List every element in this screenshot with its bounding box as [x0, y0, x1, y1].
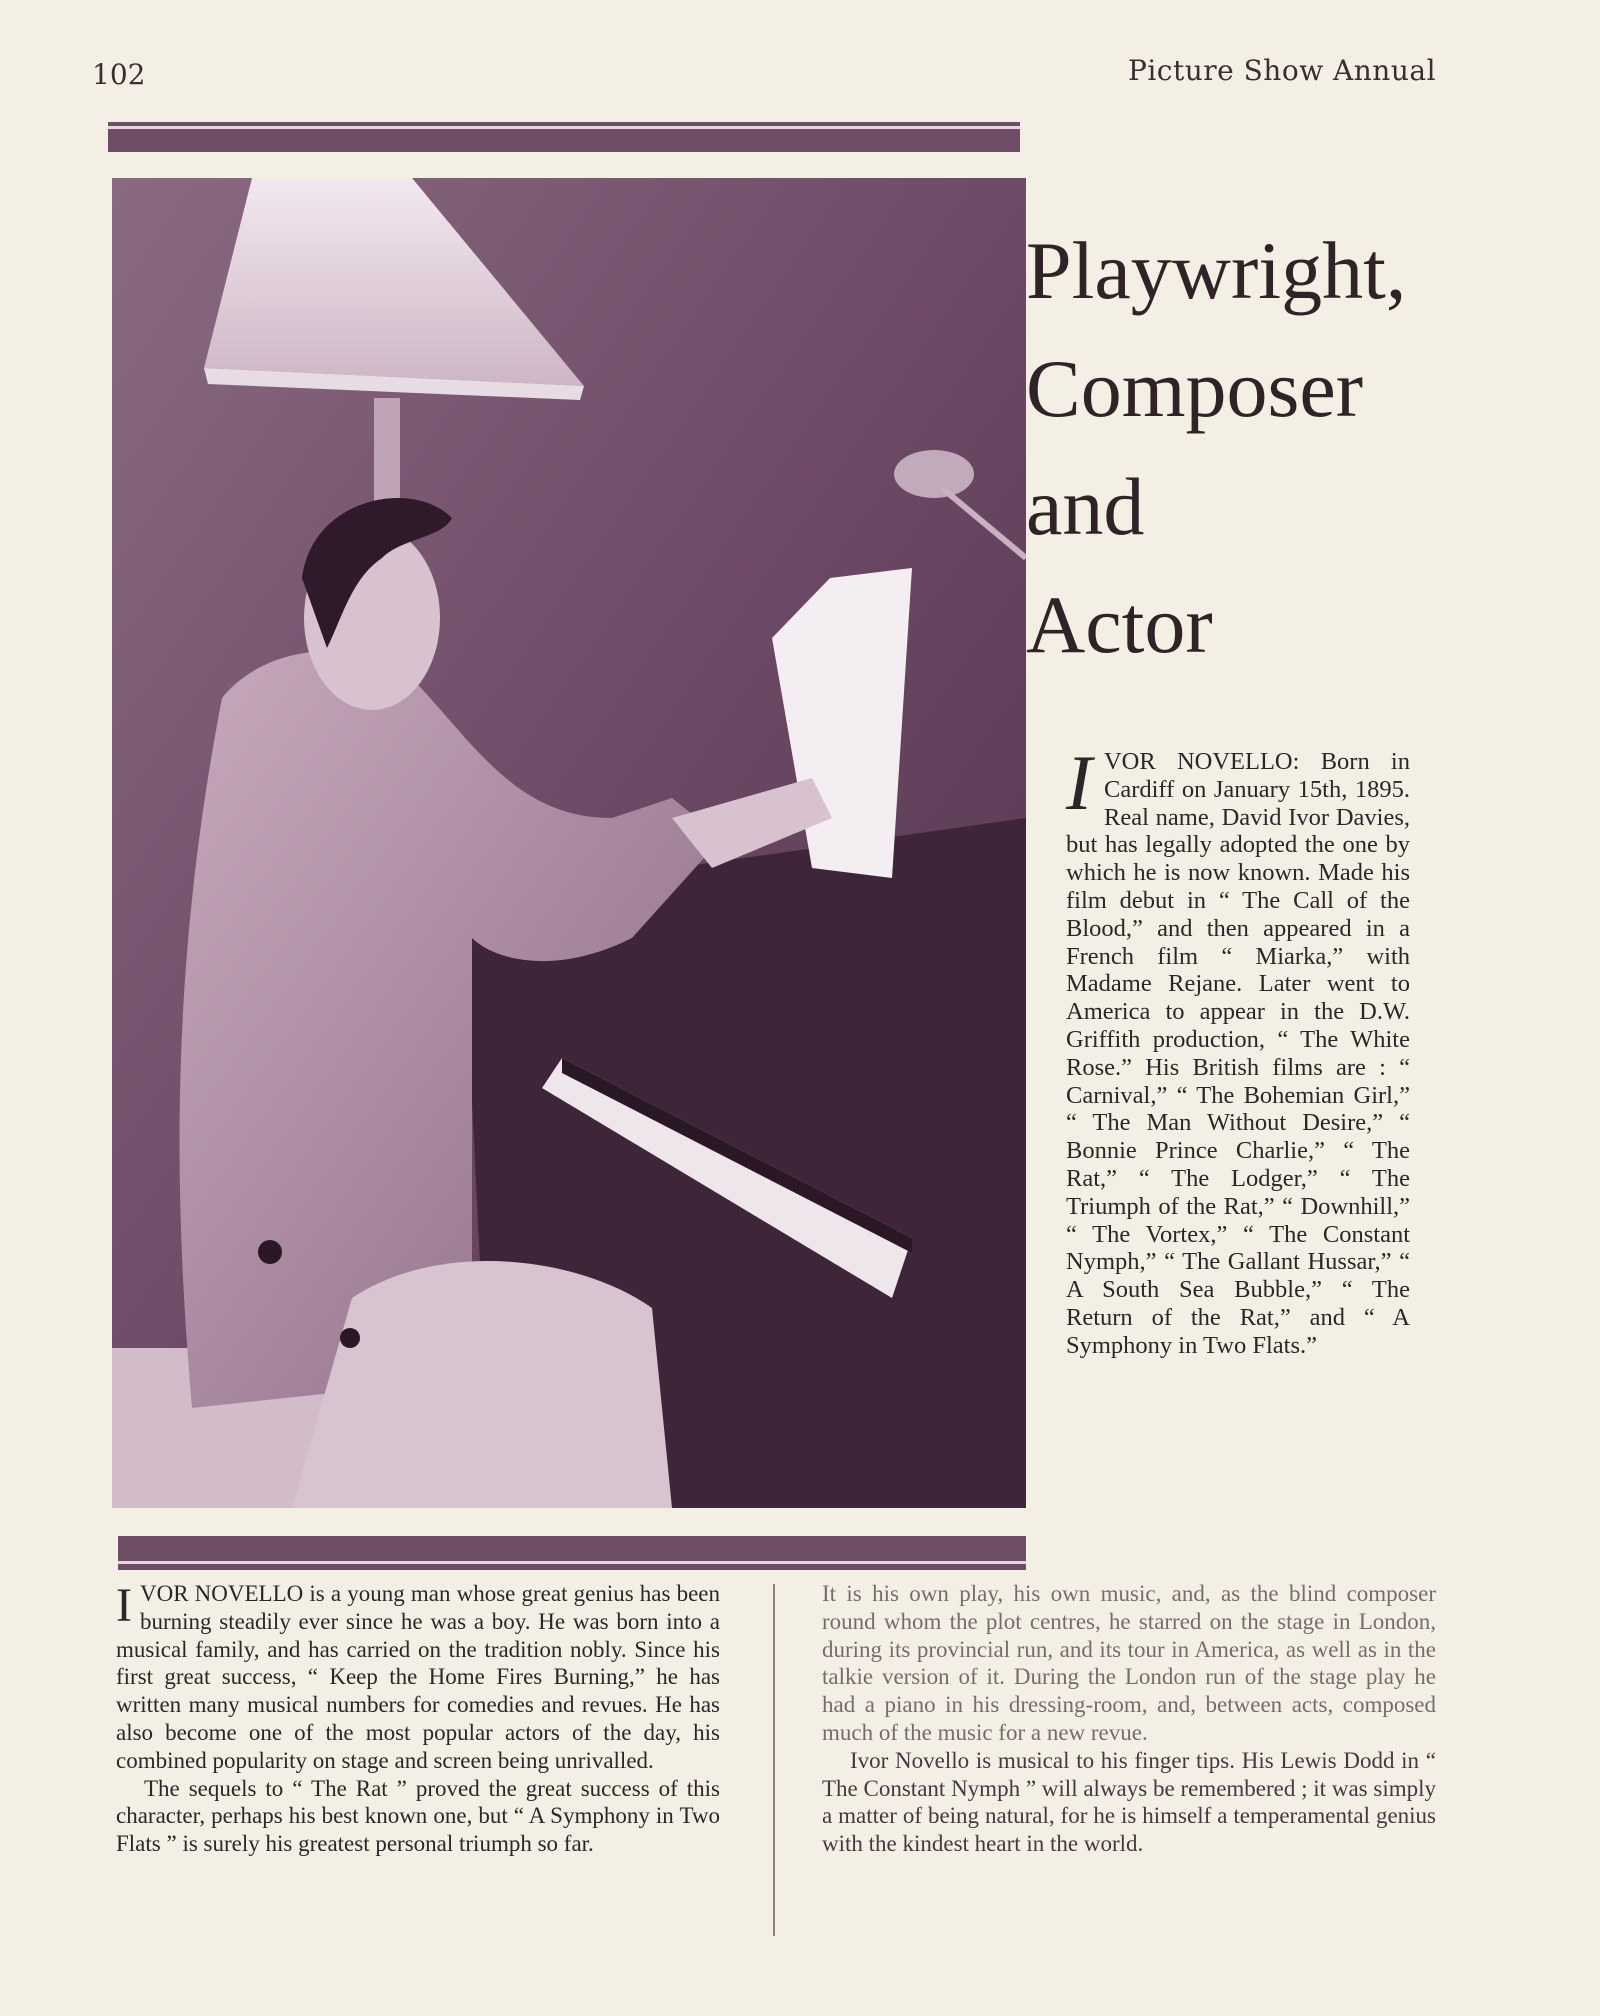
photo-bottom-band	[118, 1536, 1026, 1570]
title-line-2: Composer	[1026, 343, 1364, 434]
sidebar-drop-cap: I	[1066, 739, 1092, 826]
body-lead-name: VOR NOVELLO	[139, 1581, 304, 1606]
left-paragraph-2: The sequels to “ The Rat ” proved the great success of this character, perhaps his best known one, but “ A Symphony in Two Flats ” is surely his greatest personal triumph so far.	[116, 1775, 720, 1857]
body-drop-cap: I	[116, 1579, 132, 1632]
article-title	[1026, 212, 1446, 684]
body-column-right	[822, 1580, 1436, 1858]
body-column-left	[116, 1580, 720, 1858]
running-head: Picture Show Annual	[1128, 54, 1437, 87]
sidebar-text: : Born in Cardiff on January 15th, 1895. Real name, David Ivor Davies, but has legally adopted the one by which he is now known. Made his film debut in “ The Call of the Blood,” and then appeared in a French film “ Miarka,” with Madame Rejane. Later went to America to appear in the D.W. Griffith production, “ The White Rose.” His British films are : “ Carnival,” “ The Bohemian Girl,” “ The Man Without Desire,” “ Bonnie Prince Charlie,” “ The Rat,” “ The Lodger,” “ The Triumph of the Rat,” “ Downhill,” “ The Vortex,” “ The Constant Nymph,” “ The Gallant Hussar,” “ A South Sea Bubble,” “ The Return of the Rat,” and “ A Symphony in Two Flats.”	[1066, 748, 1410, 1359]
column-divider	[773, 1584, 775, 1936]
page-number: 102	[92, 58, 146, 91]
photo-top-band	[108, 122, 1020, 152]
left-paragraph-1	[116, 1580, 720, 1775]
title-line-4: Actor	[1026, 579, 1213, 670]
left-paragraph-1-text: is a young man whose great genius has been burning steadily ever since he was a boy. He was born into a musical family, and has carried on the tradition nobly. Since his first great success, “ Keep the Home Fires Burning,” he has written many musical numbers for comedies and revues. He has also become one of the most popular actors of the day, his combined popularity on stage and screen being unrivalled.	[116, 1581, 721, 1773]
biography-sidebar	[1066, 739, 1410, 1360]
sidebar-lead-name: VOR NOVELLO	[1103, 748, 1293, 775]
right-paragraph-1: It is his own play, his own music, and, as the blind composer round whom the plot centres, he starred on the stage in London, during its provincial run, and its tour in America, as well as in the talkie version of it. During the London run of the stage play he had a piano in his dressing-room, and, between acts, composed much of the music for a new revue.	[822, 1581, 1436, 1745]
title-line-3: and	[1026, 461, 1145, 552]
title-line-1: Playwright,	[1026, 225, 1407, 316]
portrait-photo	[112, 178, 1026, 1508]
right-paragraph-2: Ivor Novello is musical to his finger tips. His Lewis Dodd in “ The Constant Nymph ” will always be remembered ; it was simply a matter of being natural, for he is himself a temperamental genius with the kindest heart in the world.	[822, 1747, 1436, 1857]
